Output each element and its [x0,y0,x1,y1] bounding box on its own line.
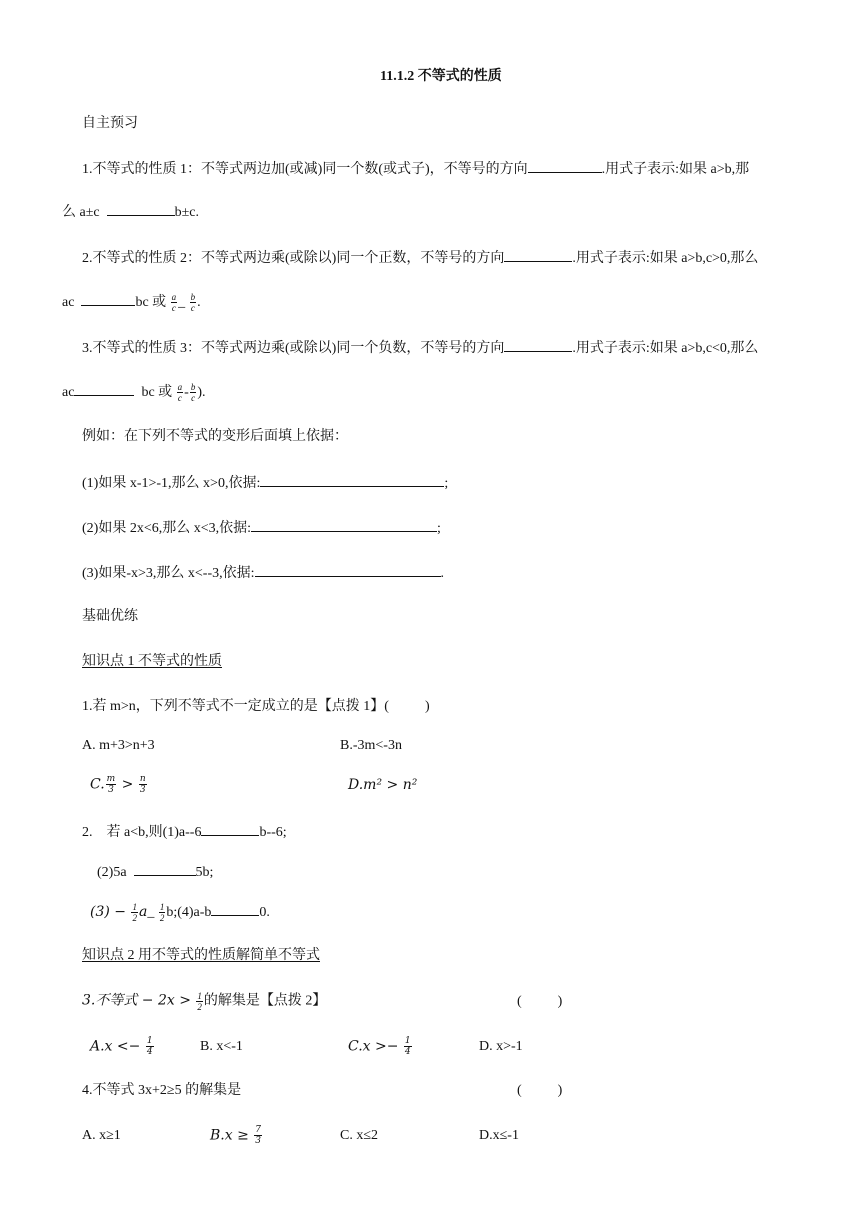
fraction-1-over-2: $\frac{1}{2}$ [159,902,165,924]
fraction-b-over-c: $\frac{b}{c}$ [190,292,196,314]
answer-blank[interactable] [134,862,196,876]
question-1-option-b[interactable]: B.-3m<-3n [340,738,402,753]
question-2-line-1: 2. 若 a<b,则(1)a--6 b--6; [82,822,287,842]
fraction-1-over-4: $\frac{1}{4}$ [404,1036,411,1057]
fraction-b-over-c: $\frac{b}{c}$ [190,382,196,404]
example-item-1: (1)如果 x-1>-1,那么 x>0,依据: ; [82,473,448,493]
fraction-1-over-2: $\frac{1}{2}$ [197,991,202,1012]
answer-blank[interactable] [251,518,437,532]
answer-blank[interactable] [260,473,444,487]
question-4-stem: 4.不等式 3x+2≥5 的解集是 [82,1083,242,1098]
section-heading-practice: 基础优练 [82,609,138,624]
question-3-paren: ( ) [517,994,563,1009]
section-heading-preview: 自主预习 [82,116,138,131]
fraction-1-over-2: $\frac{1}{2}$ [132,902,137,924]
answer-blank[interactable] [74,382,134,396]
question-3-option-d[interactable]: D. x>-1 [479,1039,523,1054]
fraction-7-over-3: $\frac{7}{3}$ [255,1125,261,1146]
property-2-line-2: ac bc 或 $\frac{a}{c}$ _ $\frac{b}{c}$ . [62,292,201,314]
example-item-2: (2)如果 2x<6,那么 x<3,依据: ; [82,518,441,538]
question-3-stem: 3.不等式 − 2x > $\frac{1}{2}$ 的解集是【点拨 2】 [82,991,327,1012]
answer-blank[interactable] [504,248,572,262]
fraction-a-over-c: $\frac{a}{c}$ [171,292,177,314]
answer-blank[interactable] [81,292,135,306]
fraction-n-over-3: $\frac{n}{3}$ [139,774,146,795]
property-3-line-1: 3.不等式的性质 3：不等式两边乘(或除以)同一个负数，不等号的方向 .用式子表示:如果 a>b,c<0,那么 [82,338,758,358]
answer-blank[interactable] [255,563,441,577]
answer-blank[interactable] [107,202,175,216]
question-1-stem: 1.若 m>n，下列不等式不一定成立的是【点拨 1】( ) [82,699,430,714]
fraction-1-over-4: $\frac{1}{4}$ [146,1036,153,1057]
question-3-option-b[interactable]: B. x<-1 [200,1039,243,1054]
knowledge-point-2: 知识点 2 用不等式的性质解简单不等式 [82,948,320,963]
question-1-option-d[interactable]: D.m² > n² [348,777,418,793]
knowledge-point-1: 知识点 1 不等式的性质 [82,654,222,669]
question-2-line-2: (2)5a 5b; [97,862,213,882]
property-3-line-2: ac bc 或 $\frac{a}{c}$ - $\frac{b}{c}$ ). [62,382,206,404]
question-2-line-3: (3) − $\frac{1}{2}$ a_ $\frac{1}{2}$ b;(4)a-b 0. [90,902,270,924]
question-4-option-a[interactable]: A. x≥1 [82,1128,121,1143]
question-1-option-c[interactable]: C. $\frac{m}{3}$ > $\frac{n}{3}$ [90,774,146,795]
example-intro: 例如：在下列不等式的变形后面填上依据： [82,429,348,444]
answer-blank[interactable] [211,902,259,916]
example-item-3: (3)如果-x>3,那么 x<--3,依据: . [82,563,444,583]
question-3-option-a[interactable]: A.x <− $\frac{1}{4}$ [90,1036,153,1057]
question-4-option-d[interactable]: D.x≤-1 [479,1128,519,1143]
question-4-option-b[interactable]: B.x ≥ $\frac{7}{3}$ [210,1125,261,1146]
answer-blank[interactable] [504,338,572,352]
question-4-paren: ( ) [517,1083,563,1098]
question-3-option-c[interactable]: C.x >− $\frac{1}{4}$ [348,1036,411,1057]
page-title: 11.1.2 不等式的性质 [380,69,502,84]
question-1-option-a[interactable]: A. m+3>n+3 [82,738,155,753]
property-1-line-2: 么 a±c b±c. [62,202,199,222]
question-4-option-c[interactable]: C. x≤2 [340,1128,379,1143]
property-2-line-1: 2.不等式的性质 2：不等式两边乘(或除以)同一个正数，不等号的方向 .用式子表示:如果 a>b,c>0,那么 [82,248,758,268]
answer-blank[interactable] [528,159,602,173]
fraction-m-over-3: $\frac{m}{3}$ [106,774,116,795]
property-1-line-1: 1.不等式的性质 1：不等式两边加(或减)同一个数(或式子)，不等号的方向 .用式子表示:如果 a>b,那 [82,159,749,179]
fraction-a-over-c: $\frac{a}{c}$ [177,382,183,404]
answer-blank[interactable] [201,822,259,836]
